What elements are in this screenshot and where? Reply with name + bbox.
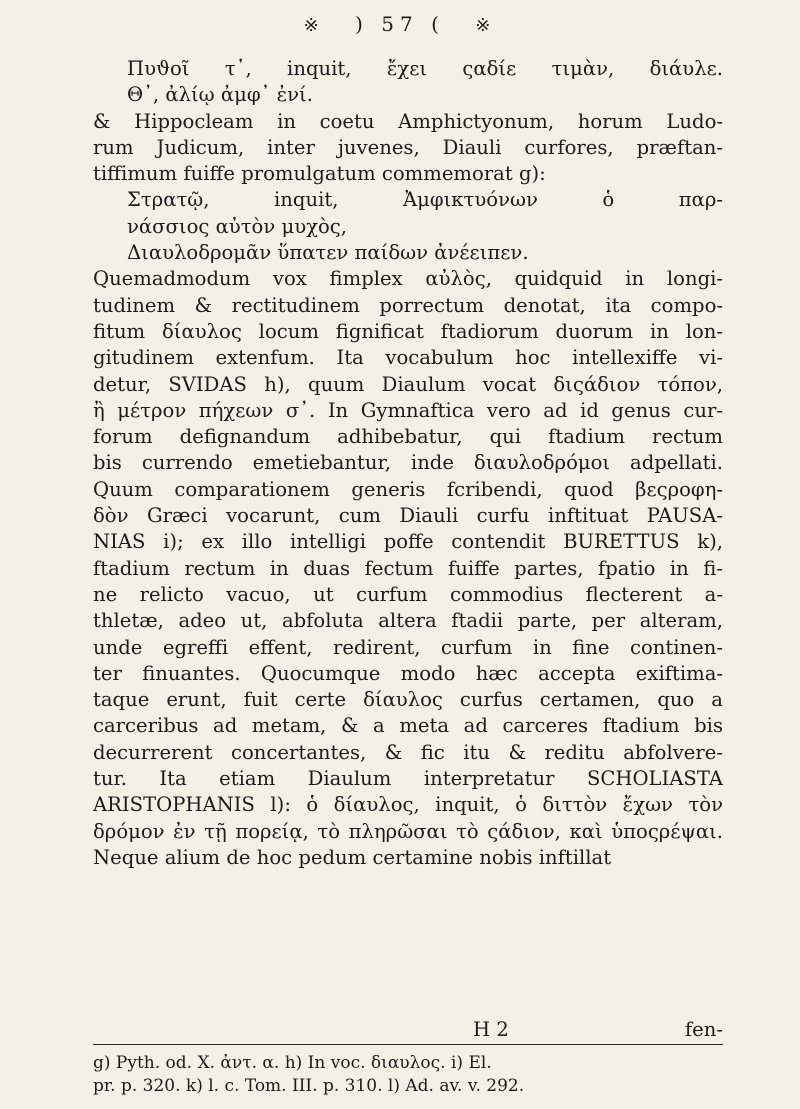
left-ornament: ※ xyxy=(303,15,325,36)
text-line: Πυϑοῖ τ᾽, inquit, ἔχει ςαδίε τιμὰν, διάυλε. xyxy=(127,57,723,80)
text-line: decurrerent concertantes, & fic itu & reditu abfolvere- xyxy=(93,740,723,764)
text-line: ἢ μέτρον πήχεων σ᾽. In Gymnaftica vero ad id genus cur- xyxy=(93,398,723,422)
text-line: fitum δίαυλος locum fignificat ftadiorum duorum in lon- xyxy=(93,319,723,343)
page-number: ) 57 ( xyxy=(355,12,445,36)
text-line: νάσσιος αὐτὸν μυχὸς, xyxy=(127,214,348,238)
text-line: unde egreffi effent, redirent, curfum in fine continen- xyxy=(93,635,723,659)
main-text xyxy=(93,56,723,871)
text-line: Neque alium de hoc pedum certamine nobis inftillat xyxy=(93,845,612,869)
text-line: ter finuantes. Quocumque modo hæc accepta exiftima- xyxy=(93,661,723,685)
text-line: δὸν Græci vocarunt, cum Diauli curfu inftituat PAUSA- xyxy=(93,504,723,528)
text-line: bis currendo emetiebantur, inde διαυλοδρόμοι adpellati. xyxy=(93,451,723,475)
text-line: & Hippocleam in coetu Amphictyonum, horum Ludo- xyxy=(93,109,723,133)
catchword: fen- xyxy=(684,1018,723,1041)
text-line: detur, SVIDAS h), quum Diaulum vocat διςάδιον τόπον, xyxy=(93,372,723,396)
text-line: NIAS i); ex illo intelligi poffe contendit BURETTUS k), xyxy=(93,530,723,554)
text-line: Quum comparationem generis fcribendi, quod βεςροφη- xyxy=(93,477,723,501)
footnote-line: g) Pyth. od. X. ἀντ. α. h) In voc. διαυλος. i) El. xyxy=(93,1053,492,1073)
text-line: δρόμον ἐν τῇ πορείᾳ, τὸ πληρῶσαι τὸ ςάδιον, καὶ ὑποςρέψαι. xyxy=(93,819,723,843)
text-line: tur. Ita etiam Diaulum interpretatur SCHOLIASTA xyxy=(93,767,723,791)
text-line: Στρατῷ, inquit, Ἀμφικτυόνων ὁ παρ- xyxy=(127,188,723,212)
text-line: rum Judicum, inter juvenes, Diauli curfores, præftan- xyxy=(93,135,723,159)
footnote-line: pr. p. 320. k) l. c. Tom. III. p. 310. l) Ad. av. v. 292. xyxy=(93,1076,525,1096)
footnote-rule xyxy=(93,1044,723,1045)
footnotes xyxy=(93,1052,723,1098)
text-line: Θ᾽, ἀλίῳ ἀμφ᾽ ἐνί. xyxy=(127,83,313,107)
text-line: tiffimum fuiffe promulgatum commemorat g): xyxy=(93,162,546,186)
text-line: ftadium rectum in duas fectum fuiffe partes, fpatio in fi- xyxy=(93,556,723,580)
text-line: ARISTOPHANIS l): ὁ δίαυλος, inquit, ὁ διττὸν ἔχων τὸν xyxy=(93,793,723,817)
text-line: carceribus ad metam, & a meta ad carceres ftadium bis xyxy=(93,714,723,738)
text-line: Διαυλοδρομᾶν ὕπατεν παίδων ἀνέειπεν. xyxy=(127,241,529,265)
text-line: gitudinem extenfum. Ita vocabulum hoc intellexiffe vi- xyxy=(93,346,723,370)
text-line: thletæ, adeo ut, abfoluta altera ftadii parte, per alteram, xyxy=(93,609,723,633)
text-line: tudinem & rectitudinem porrectum denotat, ita compo- xyxy=(93,293,723,317)
right-ornament: ※ xyxy=(475,15,497,36)
text-line: ne relicto vacuo, ut curfum commodius flecterent a- xyxy=(93,582,723,606)
text-line: Quemadmodum vox fimplex αὐλὸς, quidquid in longi- xyxy=(93,267,723,291)
text-line: taque erunt, fuit certe δίαυλος curfus certamen, quo a xyxy=(93,688,723,712)
page-header xyxy=(0,12,800,36)
text-line: forum defignandum adhibebatur, qui ftadium rectum xyxy=(93,425,723,449)
signature-mark: H 2 xyxy=(473,1018,509,1041)
